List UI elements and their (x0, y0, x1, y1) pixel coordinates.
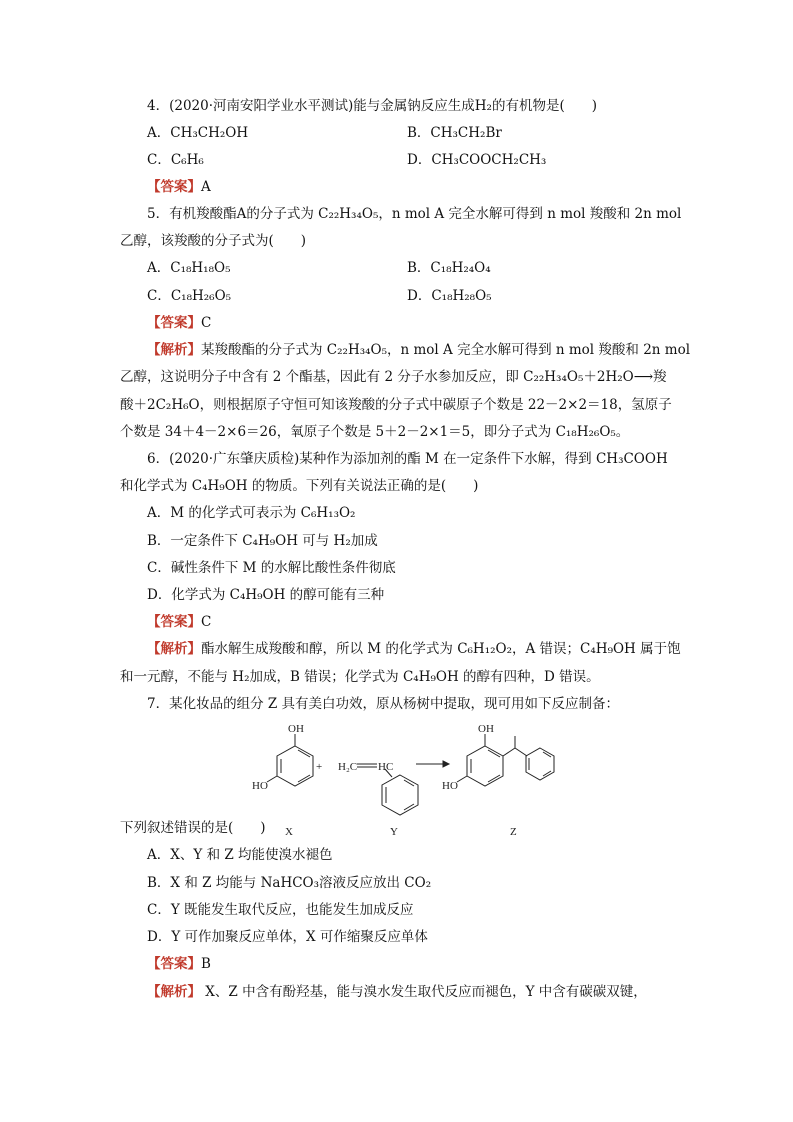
answer-label: 【答案】 (147, 614, 201, 630)
q7-option-c: C．Y 既能发生取代反应，也能发生加成反应 (147, 902, 414, 918)
q7-option-d: D．Y 可作加聚反应单体，X 可作缩聚反应单体 (147, 929, 428, 945)
q5-explanation-line1 (147, 340, 690, 360)
reaction-arrow (416, 761, 449, 767)
q7-answer-row (147, 954, 211, 974)
explanation-label: 【解析】 (147, 641, 201, 657)
q7-answer: B (201, 956, 211, 972)
answer-label: 【答案】 (147, 315, 201, 331)
reaction-scheme (240, 720, 570, 840)
q6-option-d: D．化学式为 C₄H₉OH 的醇可能有三种 (147, 587, 385, 603)
q4-option-b: B．CH₃CH₂Br (407, 125, 502, 141)
answer-label: 【答案】 (147, 179, 201, 195)
q5-explanation-line4: 个数是 34＋4－2×6＝26，氧原子个数是 5＋2－2×1＝5，即分子式为 C₁₈H₂₆O₅。 (120, 424, 630, 440)
q4-option-c: C．C₆H₆ (147, 152, 204, 168)
q4-stem: 4．(2020·河南安阳学业水平测试)能与金属钠反应生成H₂的有机物是( ) (147, 98, 597, 114)
y-label: Y (390, 826, 398, 838)
z-oh-bottom: HO (442, 780, 458, 792)
q5-expl-text1: 某羧酸酯的分子式为 C₂₂H₃₄O₅，n mol A 完全水解可得到 n mol 羧酸和 2n mol (201, 342, 691, 358)
structure-x (267, 734, 313, 786)
y-hc: HC (378, 761, 394, 773)
q6-option-b: B．一定条件下 C₄H₉OH 可与 H₂加成 (147, 533, 378, 549)
q6-stem-line2: 和化学式为 C₄H₉OH 的物质。下列有关说法正确的是( ) (120, 478, 479, 494)
z-label: Z (510, 826, 517, 838)
plus-sign: + (316, 761, 323, 773)
explanation-label: 【解析】 (147, 342, 201, 358)
q6-option-c: C．碱性条件下 M 的水解比酸性条件彻底 (147, 560, 396, 576)
answer-label: 【答案】 (147, 956, 201, 972)
q5-stem-line1: 5．有机羧酸酯A的分子式为 C₂₂H₃₄O₅，n mol A 完全水解可得到 n mol 羧酸和 2n mol (147, 206, 682, 222)
q5-option-b: B．C₁₈H₂₄O₄ (407, 260, 491, 276)
q5-answer-row (147, 313, 211, 333)
q6-answer-row (147, 612, 211, 632)
q5-option-d: D．C₁₈H₂₈O₅ (407, 288, 492, 304)
x-oh-bottom: HO (252, 780, 268, 792)
explanation-label: 【解析】 (147, 984, 201, 1000)
q6-answer: C (201, 614, 212, 630)
q5-explanation-line3: 酸＋2C₂H₆O，则根据原子守恒可知该羧酸的分子式中碳原子个数是 22－2×2＝18，氢原子 (120, 397, 672, 413)
z-oh-top: OH (478, 723, 494, 735)
q4-answer: A (201, 179, 211, 195)
q5-option-c: C．C₁₈H₂₆O₅ (147, 288, 232, 304)
q4-answer-row (147, 177, 211, 197)
q7-question: 下列叙述错误的是( ) (120, 820, 266, 836)
q7-option-a: A．X、Y 和 Z 均能使溴水褪色 (147, 847, 333, 863)
q6-expl-text1: 酯水解生成羧酸和醇，所以 M 的化学式为 C₆H₁₂O₂，A 错误；C₄H₉OH 属于饱 (201, 641, 681, 657)
q7-stem: 7．某化妆品的组分 Z 具有美白功效，原从杨树中提取，现可用如下反应制备： (147, 696, 620, 712)
structure-z (457, 734, 554, 786)
x-label: X (285, 826, 293, 838)
q4-option-a: A．CH₃CH₂OH (147, 125, 249, 141)
y-h2c: H₂C (338, 761, 358, 773)
q5-stem-line2: 乙醇，该羧酸的分子式为( ) (120, 233, 307, 249)
q7-expl-text1: X、Z 中含有酚羟基，能与溴水发生取代反应而褪色，Y 中含有碳碳双键， (201, 984, 647, 1000)
q4-option-d: D．CH₃COOCH₂CH₃ (407, 152, 547, 168)
q6-option-a: A．M 的化学式可表示为 C₆H₁₃O₂ (147, 505, 356, 521)
x-oh-top: OH (288, 723, 304, 735)
q6-stem-line1: 6．(2020·广东肇庆质检)某种作为添加剂的酯 M 在一定条件下水解，得到 CH₃COOH (147, 451, 668, 467)
q5-option-a: A．C₁₈H₁₈O₅ (147, 260, 231, 276)
q6-explanation-line1 (147, 639, 681, 659)
q7-option-b: B．X 和 Z 均能与 NaHCO₃溶液反应放出 CO₂ (147, 875, 432, 891)
q5-answer: C (201, 315, 212, 331)
q7-explanation-line1 (147, 982, 647, 1002)
q5-explanation-line2: 乙醇，这说明分子中含有 2 个酯基，因此有 2 分子水参加反应，即 C₂₂H₃₄O₅＋2H₂O⟶羧 (120, 369, 667, 385)
q6-explanation-line2: 和一元醇，不能与 H₂加成，B 错误；化学式为 C₄H₉OH 的醇有四种，D 错误。 (120, 669, 600, 685)
